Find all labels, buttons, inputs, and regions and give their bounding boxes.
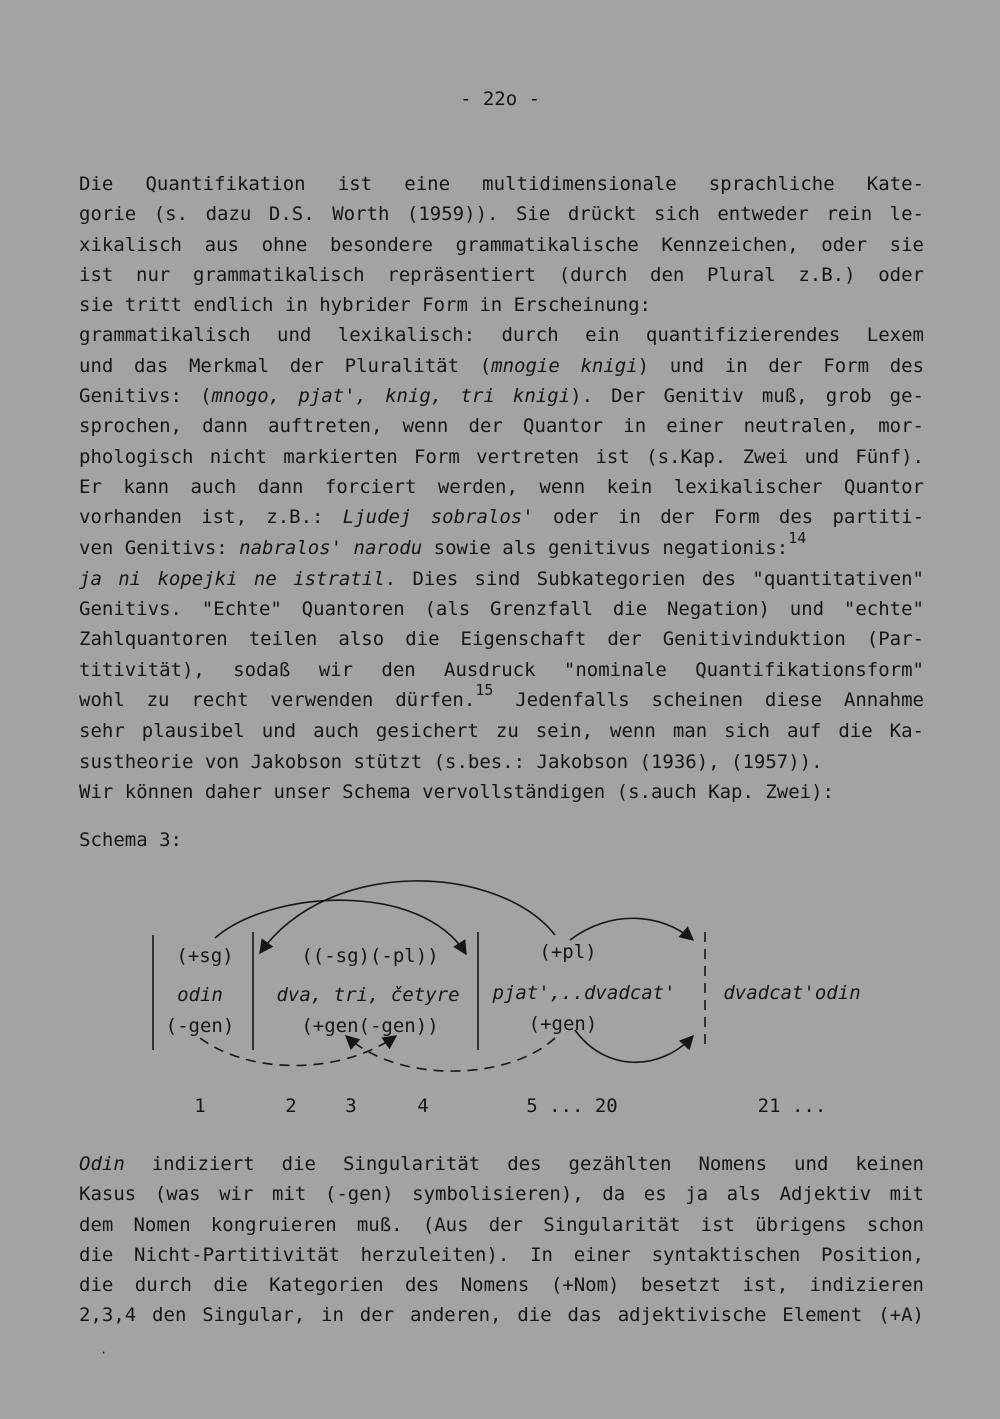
text-line: sprochen, dann auftreten, wenn der Quantor in einer neutralen, mor- — [79, 415, 924, 438]
text-line: sehr plausibel und auch gesichert zu sein, wenn man sich auf die Ka- — [79, 720, 924, 743]
dashed-arrow-gen-5-to-2 — [346, 1036, 555, 1071]
footnote-marker: 15 — [475, 681, 494, 700]
schema-label: Schema 3: — [79, 829, 182, 851]
text-line — [79, 681, 924, 716]
text-line: sie tritt endlich in hybrider Form in Erscheinung: — [79, 294, 651, 317]
col3-feature-top: (+pl) — [539, 941, 597, 963]
example-phrase: mnogo, pjat', knig, tri knigi — [211, 385, 571, 408]
col2-feature-bot: (+gen(-gen)) — [301, 1015, 439, 1037]
text-line: Zahlquantoren teilen also die Eigenschaft der Genitivinduktion (Par- — [79, 628, 924, 651]
text-segment: ) und in der Form des — [637, 354, 925, 377]
schema-diagram-svg — [0, 850, 1000, 1130]
example-phrase: Odin — [79, 1153, 125, 1175]
dashed-arrow-gen-1-to-4 — [200, 1036, 396, 1066]
scan-speck: · — [100, 1346, 108, 1360]
schema-diagram — [0, 850, 1000, 1130]
text-line: Genitivs. "Echte" Quantoren (als Grenzfall die Negation) und "echte" — [79, 598, 924, 621]
col4-word: dvadcat'odin — [723, 982, 861, 1004]
text-line — [79, 564, 924, 594]
text-segment: vorhanden ist, z.B.: — [79, 506, 343, 529]
text-line: titivität), sodaß wir den Ausdruck "nominale Quantifikationsform" — [79, 658, 924, 681]
schema-number: 21 ... — [757, 1095, 827, 1117]
text-segment: Genitivs: ( — [79, 385, 212, 408]
text-segment: . Dies sind Subkategorien des "quantitativen" — [384, 567, 924, 590]
text-line: xikalisch aus ohne besondere grammatikalische Kennzeichen, oder sie — [79, 233, 924, 256]
text-line — [79, 528, 924, 564]
text-segment: Jedenfalls scheinen diese Annahme — [493, 689, 924, 712]
arc-arrow-pl-to-2 — [260, 881, 555, 953]
col3-feature-bot: (+gen) — [528, 1013, 598, 1035]
text-segment: und das Merkmal der Pluralität ( — [79, 354, 492, 377]
text-line: dem Nomen kongruieren muß. (Aus der Singularität ist übrigens schon — [79, 1213, 924, 1236]
schema-number: 4 — [417, 1095, 429, 1117]
text-line: phologisch nicht markierten Form vertreten ist (s.Kap. Zwei und Fünf). — [79, 445, 924, 468]
schema-number: 3 — [345, 1095, 357, 1117]
text-line: die durch die Kategorien des Nomens (+Nom) besetzt ist, indizieren — [79, 1274, 924, 1297]
example-phrase: Ljudej sobralos' — [342, 506, 534, 529]
text-line: die Nicht-Partitivität herzuleiten). In einer syntaktischen Position, — [79, 1243, 924, 1266]
text-segment: ven Genitivs: — [79, 536, 240, 559]
text-line: Die Quantifikation ist eine multidimensionale sprachliche Kate- — [79, 173, 924, 195]
arc-arrow-pl-to-21 — [570, 918, 693, 940]
col1-word: odin — [177, 984, 223, 1006]
text-line: sustheorie von Jakobson stützt (s.bes.: Jakobson (1936), (1957)). — [79, 750, 823, 773]
schema-number: 5 ... 20 — [526, 1095, 618, 1117]
example-phrase: nabralos' narodu — [239, 536, 423, 559]
text-segment: wohl zu recht verwenden dürfen. — [79, 689, 476, 712]
text-line — [79, 351, 924, 381]
paragraph-1 — [79, 169, 924, 807]
text-line: gorie (s. dazu D.S. Worth (1959)). Sie drückt sich entweder rein le- — [79, 203, 924, 226]
text-line — [79, 381, 924, 411]
page-number: - 22o - — [459, 88, 541, 110]
footnote-marker: 14 — [788, 528, 807, 547]
text-segment: indiziert die Singularität des gezählten Nomens und keinen — [124, 1153, 924, 1175]
schema-number: 1 — [194, 1095, 206, 1117]
col2-word: dva, tri, četyre — [276, 984, 460, 1006]
text-line: Kasus (was wir mit (-gen) symbolisieren), da es ja als Adjektiv mit — [79, 1183, 924, 1206]
text-line: ist nur grammatikalisch repräsentiert (durch den Plural z.B.) oder — [79, 263, 924, 286]
example-phrase: ja ni kopejki ne istratil — [79, 567, 385, 590]
example-phrase: mnogie knigi — [491, 354, 638, 377]
col2-feature-top: ((-sg)(-pl)) — [301, 945, 439, 967]
col1-feature-top: (+sg) — [176, 945, 234, 967]
paragraph-2 — [79, 1149, 924, 1331]
text-segment: oder in der Form des partiti- — [533, 506, 925, 529]
text-line: Er kann auch dann forciert werden, wenn kein lexikalischer Quantor — [79, 475, 924, 498]
text-line: grammatikalisch und lexikalisch: durch ein quantifizierendes Lexem — [79, 324, 924, 347]
text-line: Wir können daher unser Schema vervollständigen (s.auch Kap. Zwei): — [79, 780, 834, 803]
schema-number: 2 — [285, 1095, 297, 1117]
text-segment: sowie als genitivus negationis: — [422, 536, 789, 559]
text-line: 2,3,4 den Singular, in der anderen, die das adjektivische Element (+A) — [79, 1304, 924, 1327]
col3-word: pjat',..dvadcat' — [492, 982, 676, 1004]
text-line — [79, 1149, 924, 1179]
col1-feature-bot: (-gen) — [165, 1015, 235, 1037]
text-segment: ). Der Genitiv muß, grob ge- — [570, 385, 924, 408]
